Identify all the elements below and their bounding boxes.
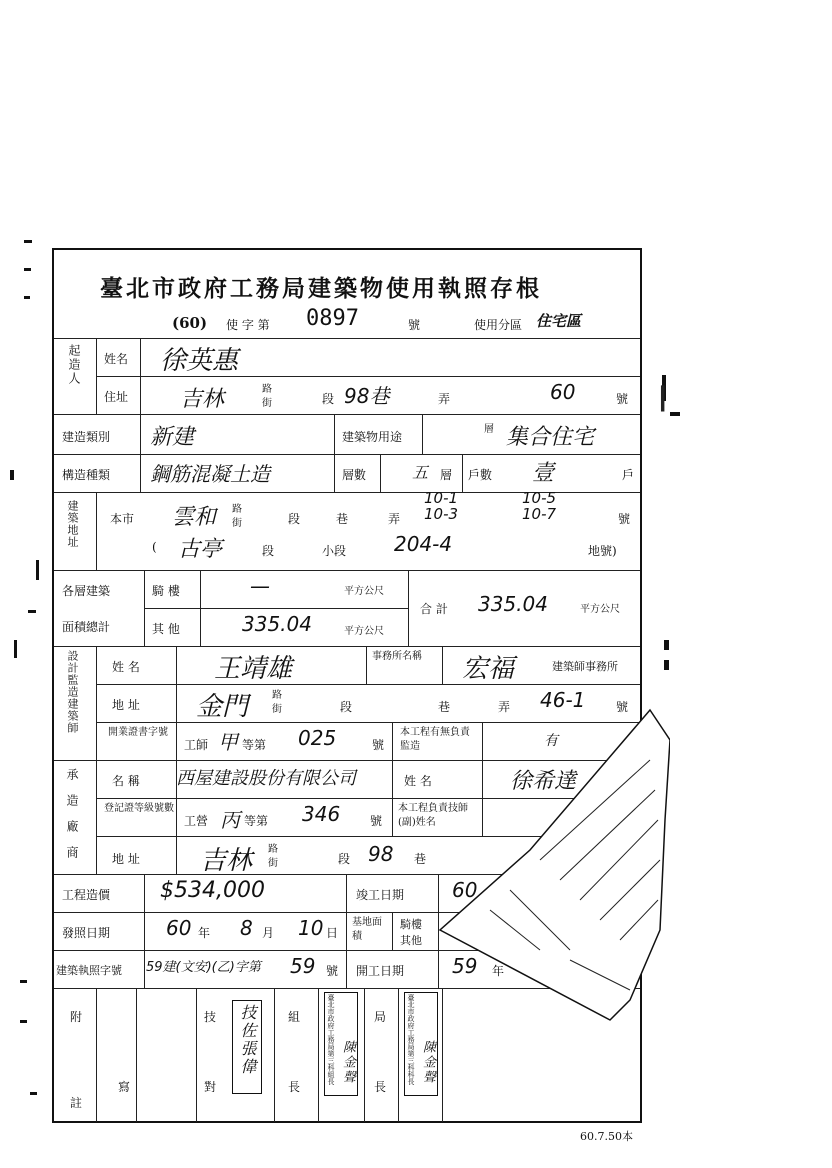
site-number-unit: 號 [618, 512, 631, 526]
appendix-tech-2: 對 [204, 1080, 217, 1094]
architect-license-label: 開業證書字號 [108, 727, 168, 738]
start-label: 開工日期 [356, 964, 405, 978]
license-suffix: 號 [408, 318, 421, 332]
architect-name-label: 姓 名 [112, 660, 140, 674]
architect-office-label: 事務所名稱 [372, 651, 422, 662]
contractor-person-label: 姓 名 [404, 774, 432, 788]
floor-area-label-2: 面積總計 [62, 620, 111, 634]
issue-month: 8 [240, 916, 253, 940]
license-word: 使 字 第 [226, 318, 270, 332]
site-section-label: 建築地址 [66, 500, 79, 548]
architect-supervise-label: 本工程有無負責監造 [400, 727, 470, 752]
appendix-label-2: 註 [70, 1096, 83, 1110]
applicant-road-unit-2: 街 [262, 398, 272, 409]
applicant-number: 60 [550, 380, 576, 404]
building-use-label: 建築物用途 [342, 430, 403, 444]
completion-value: 60 [452, 878, 478, 902]
architect-name: 王靖雄 [214, 654, 293, 684]
base-area-label: 基地面積 [352, 917, 382, 942]
floors-label: 層數 [342, 468, 367, 482]
issue-month-unit: 月 [262, 926, 275, 940]
total-value: 335.04 [478, 592, 548, 616]
applicant-alley-unit: 弄 [438, 392, 451, 406]
contractor-road: 吉林 [200, 846, 253, 876]
appendix-group-1: 組 [288, 1010, 301, 1024]
architect-address-label: 地 址 [112, 698, 140, 712]
architect-number-unit: 號 [616, 700, 629, 714]
contractor-section-label: 承造廠商 [65, 768, 79, 872]
applicant-address-label: 住址 [104, 390, 129, 404]
site-section-unit: 段 [288, 512, 301, 526]
arcade-label: 騎 樓 [152, 584, 180, 598]
applicant-road: 吉林 [180, 387, 225, 412]
appendix-stamp-1-name: 陳金聲 [340, 1040, 355, 1085]
architect-lane-unit: 巷 [438, 700, 451, 714]
contractor-road-unit-1: 路 [268, 844, 278, 855]
floors-unit: 層 [440, 468, 453, 482]
other-unit: 平方公尺 [344, 626, 384, 637]
households-value: 壹 [532, 461, 555, 486]
total-label: 合 計 [420, 602, 448, 616]
building-use-value: 集合住宅 [506, 425, 595, 450]
architect-supervise-value: 有 [544, 733, 558, 749]
contractor-lane: 98 [368, 842, 394, 866]
completion-label: 竣工日期 [356, 888, 405, 902]
zone-value: 住宅區 [536, 312, 582, 330]
building-use-floor: 層 [484, 424, 494, 435]
damaged-corner [420, 700, 670, 1030]
architect-road-unit-2: 街 [272, 704, 282, 715]
license-number: 0897 [306, 306, 359, 331]
appendix-writer: 寫 [118, 1080, 131, 1094]
zone-label: 使用分區 [474, 318, 523, 332]
issue-year: 60 [166, 916, 192, 940]
site-road-unit-1: 路 [232, 504, 242, 515]
site-city: 本市 [110, 512, 135, 526]
issue-day: 10 [298, 916, 324, 940]
start-year: 59 [452, 954, 478, 978]
floors-value: 五 [412, 463, 429, 482]
contractor-address-label: 地 址 [112, 852, 140, 866]
arcade-value: — [250, 574, 270, 598]
site-alley-unit: 弄 [388, 512, 401, 526]
contractor-section-unit: 段 [338, 852, 351, 866]
site-lot-area: 古亭 [178, 537, 223, 562]
applicant-section-unit: 段 [322, 392, 335, 406]
site-lot-section-unit: 段 [262, 544, 275, 558]
applicant-road-unit-1: 路 [262, 384, 272, 395]
architect-license-grade: 甲 [218, 730, 238, 754]
applicant-name: 徐英惠 [160, 346, 239, 376]
site-numbers-right: 10-5 10-7 [522, 489, 557, 523]
contractor-name-label: 名 稱 [112, 774, 140, 788]
contractor-person: 徐希達 [510, 769, 577, 794]
building-type-value: 新建 [150, 425, 195, 450]
permit-number: 59 [290, 954, 316, 978]
other-value: 335.04 [242, 612, 312, 636]
appendix-director-1: 局 [374, 1010, 387, 1024]
site-lane-unit: 巷 [336, 512, 349, 526]
contractor-reg-number: 346 [302, 802, 341, 826]
structure-label: 構造種類 [62, 468, 111, 482]
right-margin-marks: ┃ [656, 387, 670, 412]
architect-license-unit: 號 [372, 738, 385, 752]
applicant-number-unit: 號 [616, 392, 629, 406]
site-lot-unit: 地號) [588, 544, 617, 558]
cost-value: $534,000 [160, 878, 265, 903]
site-road: 雲和 [172, 505, 217, 530]
cost-label: 工程造價 [62, 888, 111, 902]
architect-road-unit-1: 路 [272, 690, 282, 701]
contractor-reg-word: 等第 [244, 814, 269, 828]
permit-value: 59建(文安)(乙)字第 [146, 960, 261, 975]
form-title: 臺北市政府工務局建築物使用執照存根 [100, 275, 542, 302]
arcade-unit: 平方公尺 [344, 586, 384, 597]
households-label: 戶數 [468, 468, 493, 482]
appendix-label-1: 附 [70, 1010, 83, 1024]
contractor-lane-unit: 巷 [414, 852, 427, 866]
appendix-stamp-2-name: 陳金聲 [420, 1040, 435, 1085]
architect-license-word: 等第 [242, 738, 267, 752]
permit-label: 建築執照字號 [56, 964, 122, 977]
building-type-label: 建造類別 [62, 430, 111, 444]
base-other-label: 其他 [400, 934, 422, 947]
site-numbers-left: 10-1 10-3 [424, 489, 459, 523]
contractor-reg-class: 工營 [184, 814, 209, 828]
architect-road: 金門 [196, 692, 249, 722]
other-label: 其 他 [152, 622, 180, 636]
architect-license-number: 025 [298, 726, 337, 750]
architect-section-label: 設計監造建築師 [66, 650, 79, 734]
site-lot-subsection: 小段 [322, 544, 347, 558]
issue-label: 發照日期 [62, 926, 111, 940]
license-year: (60) [172, 314, 208, 332]
applicant-name-label: 姓名 [104, 352, 129, 366]
applicant-lane: 98巷 [344, 384, 390, 408]
site-road-unit-2: 街 [232, 518, 242, 529]
households-unit: 戶 [622, 468, 635, 482]
appendix-tech-stamp-text: 技佐張偉 [238, 1004, 257, 1076]
architect-alley-unit: 弄 [498, 700, 511, 714]
start-year-unit: 年 [492, 964, 505, 978]
site-lot-number: 204-4 [394, 532, 453, 556]
architect-license-class: 工師 [184, 738, 209, 752]
architect-office: 宏福 [462, 654, 515, 684]
footer-edition: 60.7.50本 [580, 1130, 633, 1143]
issue-day-unit: 日 [326, 926, 339, 940]
contractor-reg-unit: 號 [370, 814, 383, 828]
applicant-section-label: 起造人 [67, 344, 81, 386]
architect-office-suffix: 建築師事務所 [552, 660, 618, 673]
appendix-stamp-2-text: 臺北市政府工務局第三科科長 [407, 994, 415, 1085]
appendix-director-2: 長 [374, 1080, 387, 1094]
appendix-tech-1: 技 [204, 1010, 217, 1024]
site-lot-open: ( [152, 540, 157, 554]
contractor-road-unit-2: 街 [268, 858, 278, 869]
floor-area-label-1: 各層建築 [62, 584, 111, 598]
total-unit: 平方公尺 [580, 604, 620, 615]
architect-number: 46-1 [540, 688, 586, 712]
contractor-name: 西屋建設股份有限公司 [176, 768, 356, 789]
contractor-reg-grade: 丙 [220, 808, 240, 832]
base-arcade-label: 騎樓 [400, 918, 422, 931]
issue-year-unit: 年 [198, 926, 211, 940]
contractor-reg-label: 登記證等級號數 [104, 803, 174, 814]
appendix-stamp-1-text: 臺北市政府工務局第三科組長 [327, 994, 335, 1085]
appendix-group-2: 長 [288, 1080, 301, 1094]
architect-section-unit: 段 [340, 700, 353, 714]
contractor-tech-label: 本工程負責技師(副)姓名 [398, 803, 468, 828]
permit-unit: 號 [326, 964, 339, 978]
structure-value: 鋼筋混凝土造 [150, 462, 270, 486]
